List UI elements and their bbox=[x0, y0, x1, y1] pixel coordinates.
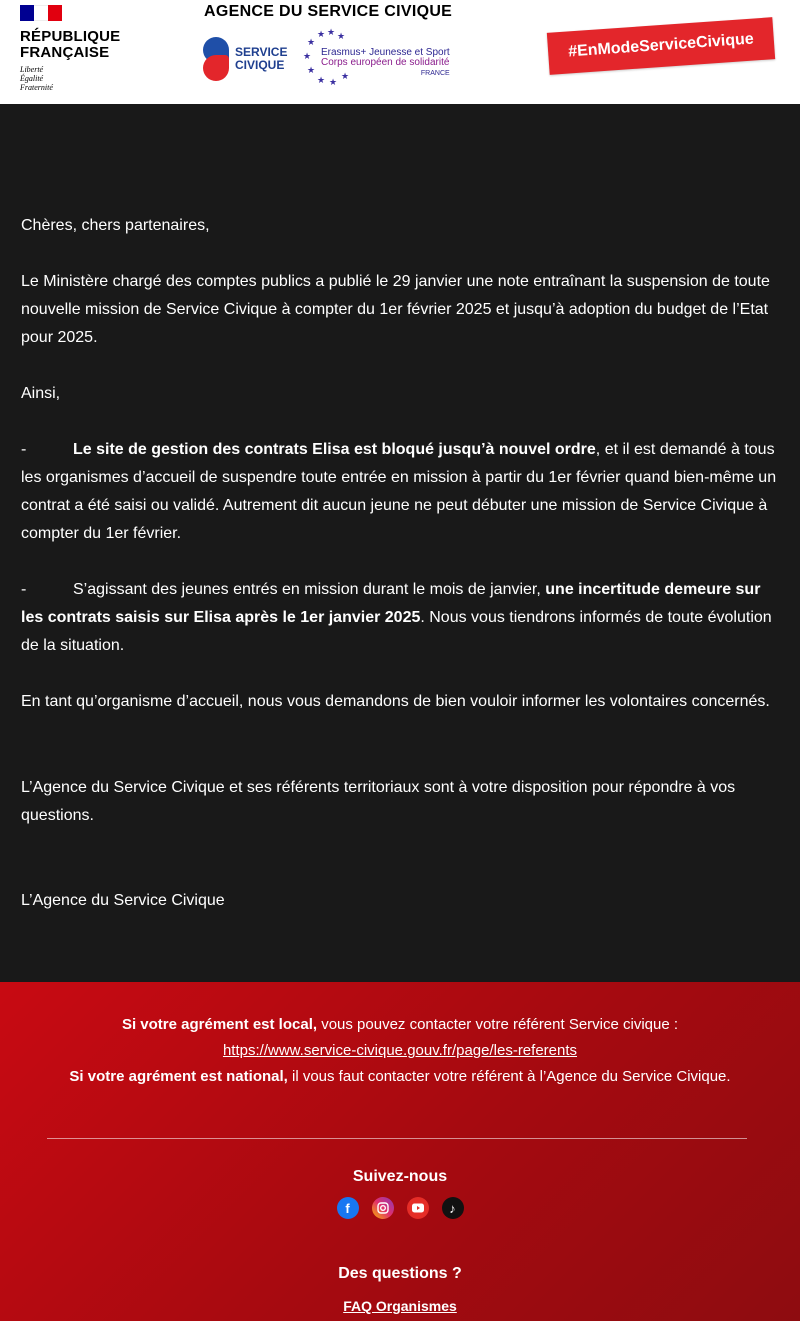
email-header bbox=[0, 0, 800, 104]
social-icons bbox=[0, 1197, 800, 1219]
paragraph-inform-volunteers: En tant qu’organisme d’accueil, nous vous demandons de bien vouloir informer les volontaires concernés. bbox=[21, 693, 770, 710]
star-icon: ★ bbox=[307, 37, 316, 47]
footer-national-text: il vous faut contacter votre référent à l’Agence du Service Civique. bbox=[287, 1068, 731, 1085]
erasmus-text: Erasmus+ Jeunesse et Sport Corps européen de solidarité FRANCE bbox=[321, 47, 450, 77]
faq-organismes-link[interactable]: FAQ Organismes bbox=[343, 1298, 457, 1314]
hashtag-banner: #EnModeServiceCivique bbox=[547, 17, 775, 75]
bullet-bold-text: Le site de gestion des contrats Elisa est bloqué jusqu’à nouvel ordre bbox=[73, 441, 596, 458]
star-icon: ★ bbox=[317, 29, 326, 39]
youtube-icon[interactable] bbox=[407, 1197, 429, 1219]
footer-national-info bbox=[0, 1064, 800, 1090]
bullet-elisa-blocked bbox=[21, 436, 781, 548]
paragraph-ainsi: Ainsi, bbox=[21, 385, 61, 402]
bullet-january-contracts bbox=[21, 576, 781, 660]
french-flag-icon bbox=[20, 5, 62, 21]
referents-link[interactable]: https://www.service-civique.gouv.fr/page/les-referents bbox=[222, 1042, 578, 1059]
tiktok-icon[interactable]: ♪ bbox=[442, 1197, 464, 1219]
bullet-text: S’agissant des jeunes entrés en mission durant le mois de janvier, bbox=[73, 581, 546, 598]
footer-local-bold: Si votre agrément est local, bbox=[121, 1016, 318, 1033]
bullet-text: , et il est demandé à tous les organismes d’accueil de suspendre toute entrée en mission à partir du 1er février quand bien-même un contrat a été saisi ou validé. Autrement dit aucun jeune ne peut débuter une mission de Service Civique à compter du 1er février. bbox=[21, 441, 777, 542]
footer-local-text: vous pouvez contacter votre référent Service civique : bbox=[317, 1016, 679, 1033]
greeting: Chères, chers partenaires, bbox=[21, 217, 210, 234]
email-footer bbox=[0, 982, 800, 1321]
republique-motto: Liberté Égalité Fraternité bbox=[20, 65, 53, 92]
footer-national-bold: Si votre agrément est national, bbox=[69, 1068, 288, 1085]
erasmus-logo bbox=[303, 28, 463, 90]
footer-local-info bbox=[0, 1012, 800, 1038]
star-icon: ★ bbox=[329, 77, 338, 87]
questions-title: Des questions ? bbox=[338, 1265, 462, 1282]
star-icon: ★ bbox=[303, 51, 312, 61]
bullet-text: . Nous vous tiendrons informés de toute évolution de la situation. bbox=[21, 609, 772, 654]
follow-us-title: Suivez-nous bbox=[352, 1168, 448, 1185]
star-icon: ★ bbox=[337, 31, 346, 41]
republique-title: RÉPUBLIQUE FRANÇAISE bbox=[20, 28, 121, 61]
instagram-icon[interactable] bbox=[372, 1197, 394, 1219]
service-civique-logo bbox=[203, 37, 287, 81]
footer-divider bbox=[47, 1138, 747, 1139]
bullet-bold-text: une incertitude demeure sur les contrats saisis sur Elisa après le 1er janvier 2025 bbox=[21, 581, 761, 626]
republique-francaise-logo bbox=[20, 5, 120, 92]
footer-link-row bbox=[0, 1038, 800, 1064]
paragraph-referents: L’Agence du Service Civique et ses référents territoriaux sont à votre disposition pour répondre à vos questions. bbox=[21, 779, 736, 824]
facebook-icon[interactable]: f bbox=[337, 1197, 359, 1219]
bullet-marker: - bbox=[21, 441, 27, 458]
agency-title: AGENCE DU SERVICE CIVIQUE bbox=[204, 3, 453, 20]
star-icon: ★ bbox=[341, 71, 350, 81]
bullet-marker: - bbox=[21, 581, 27, 598]
service-civique-logo-text: SERVICE CIVIQUE bbox=[235, 45, 288, 72]
star-icon: ★ bbox=[327, 27, 336, 37]
service-civique-mark-icon bbox=[203, 37, 229, 81]
star-icon: ★ bbox=[317, 75, 326, 85]
paragraph-suspension: Le Ministère chargé des comptes publics a publié le 29 janvier une note entraînant la suspension de toute nouvelle mission de Service Civique à compter du 1er février 2025 et jusqu’à adoption du budget de l’Etat pour 2025. bbox=[21, 273, 770, 346]
signature: L’Agence du Service Civique bbox=[21, 892, 225, 909]
email-body bbox=[0, 104, 800, 982]
star-icon: ★ bbox=[307, 65, 316, 75]
